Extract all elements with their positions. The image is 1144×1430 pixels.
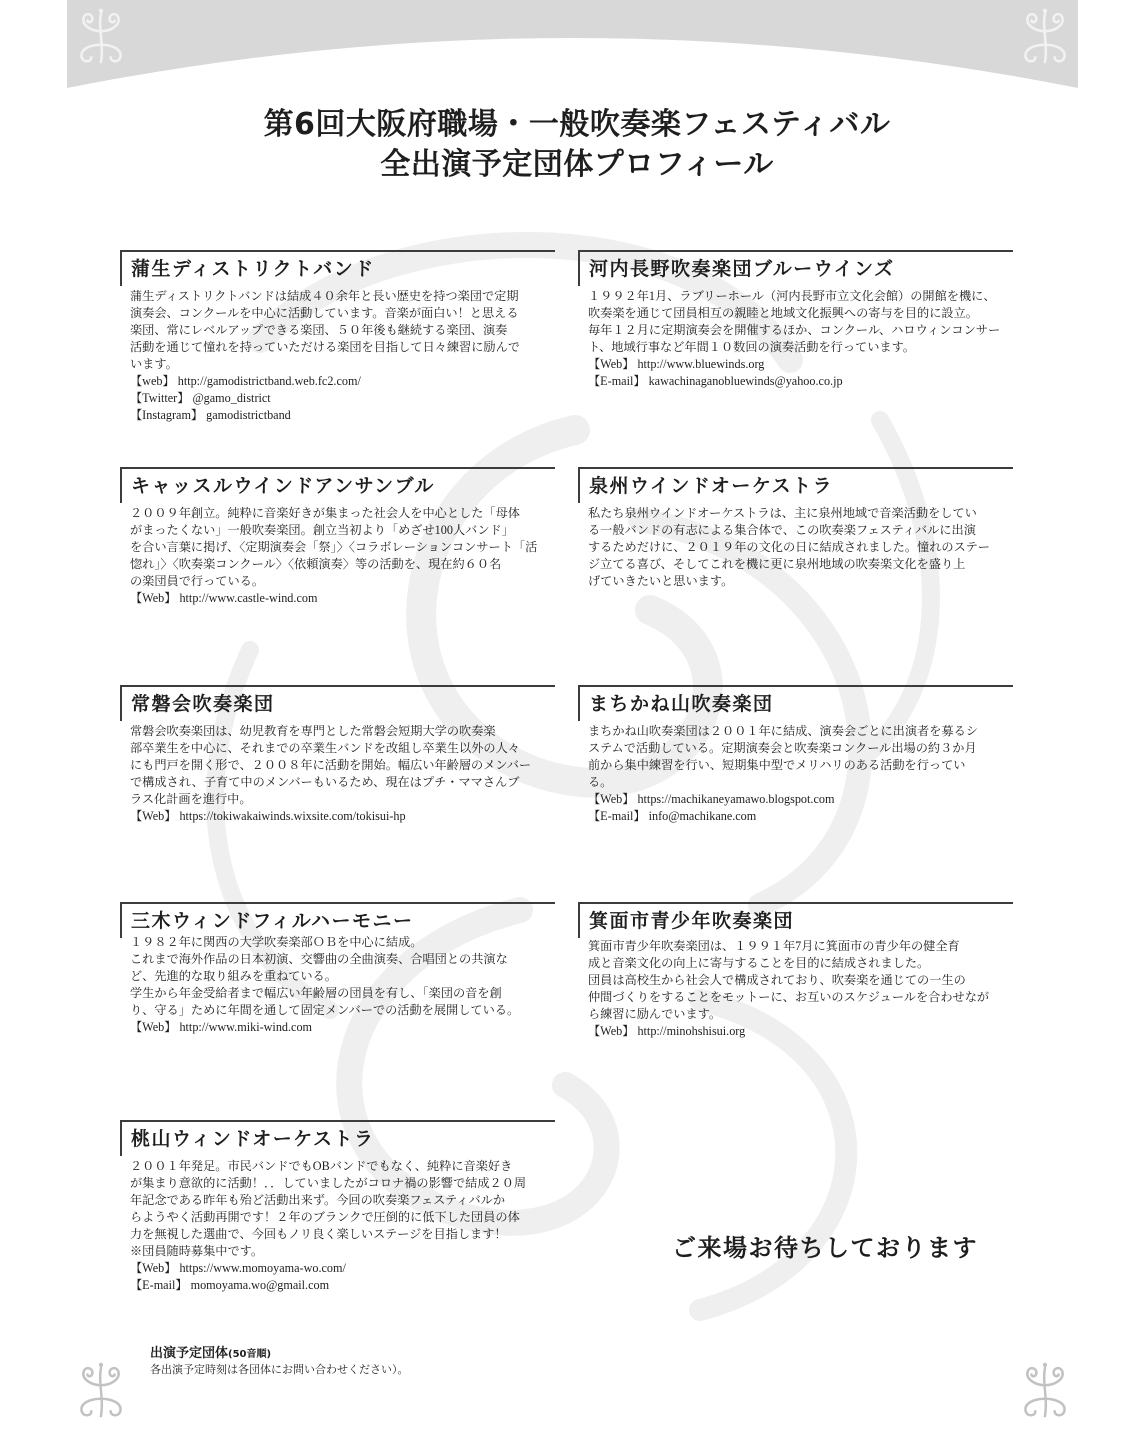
profile-text-line: 学生から年金受給者まで幅広い年齢層の団員を有し、「楽団の音を創 xyxy=(130,986,502,1000)
profile-text-line: ステムで活動している。定期演奏会と吹奏楽コンクール出場の約３か月 xyxy=(588,741,977,755)
profile-text-line: 吹奏楽を通じて団員相互の親睦と地域文化振興への寄与を目的に設立。 xyxy=(588,306,978,320)
profile-6 xyxy=(578,685,1013,825)
profile-text-line: ト、地域行事など年間１０数回の演奏活動を行っています。 xyxy=(588,340,915,354)
footer-note: 各出演予定時刻は各団体にお問い合わせください）。 xyxy=(150,1363,409,1376)
profile-contact-line: 【Web】 https://machikaneyamawo.blogspot.com xyxy=(588,792,835,806)
profile-3 xyxy=(120,467,555,607)
flourish-top-left-icon xyxy=(72,6,130,68)
profile-name: 常磐会吹奏楽団 xyxy=(120,685,555,721)
profile-text-line: 毎年１２月に定期演奏会を開催するほか、コンクール、ハロウィンコンサー xyxy=(588,323,1001,337)
profile-text-line: 成と音楽文化の向上に寄与することを目的に結成されました。 xyxy=(588,956,930,970)
profile-text-line: １９９２年1月、ラブリーホール（河内長野市立文化会館）の開館を機に、 xyxy=(588,289,996,303)
profile-contact-line: 【Web】 http://www.bluewinds.org xyxy=(588,357,765,371)
profile-text-line: 蒲生ディストリクトバンドは結成４０余年と長い歴史を持つ楽団で定期 xyxy=(130,289,519,303)
profile-text-line: 団員は高校生から社会人で構成されており、吹奏楽を通じての一生の xyxy=(588,973,966,987)
title-line-2: 全出演予定団体プロフィール xyxy=(380,147,774,182)
profile-text-line: の楽団員で行っている。 xyxy=(130,574,265,588)
profile-body xyxy=(120,288,555,424)
profile-text-line: 楽団、常にレベルアップできる楽団、５０年後も継続する楽団、演奏 xyxy=(130,323,508,337)
profile-2 xyxy=(578,250,1013,390)
profile-text-line: 年記念である昨年も殆ど活動出来ず。今回の吹奏楽フェスティバルか xyxy=(130,1193,506,1207)
profile-text-line: 私たち泉州ウインドオーケストラは、主に泉州地域で音楽活動をしてい xyxy=(588,506,977,520)
profile-5 xyxy=(120,685,555,825)
profile-text-line: ジ立てる喜び、そしてこれを機に更に泉州地域の吹奏楽文化を盛り上 xyxy=(588,557,966,571)
profile-4 xyxy=(578,467,1013,590)
profile-contact-line: 【E-mail】 momoyama.wo@gmail.com xyxy=(130,1278,330,1292)
profile-text-line: にも門戸を開く形で、２００８年に活動を開始。幅広い年齢層のメンバー xyxy=(130,758,532,772)
profile-text-line: 前から集中練習を行い、短期集中型でメリハリのある活動を行ってい xyxy=(588,758,966,772)
closing-message: ご来場お待ちしております xyxy=(672,1233,978,1262)
profile-name: 蒲生ディストリクトバンド xyxy=(120,250,555,286)
profile-9 xyxy=(120,1120,555,1294)
footer-heading-note: (50音順) xyxy=(228,1349,272,1360)
profile-text-line: 力を無視した選曲で、今回もノリ良く楽しいステージを目指します！ xyxy=(130,1227,507,1241)
profile-contact-line: 【E-mail】 info@machikane.com xyxy=(588,809,757,823)
profile-7 xyxy=(120,902,555,1036)
profile-text-line: げていきたいと思います。 xyxy=(588,574,734,588)
profile-text-line: が集まり意欲的に活動！．．していましたがコロナ禍の影響で結成２０周 xyxy=(130,1176,527,1190)
profile-body xyxy=(578,938,1013,1040)
profile-contact-line: 【Web】 http://minohshisui.org xyxy=(588,1024,746,1038)
flourish-bottom-left-icon xyxy=(72,1360,130,1422)
profile-text-line: 惚れ」〉〈吹奏楽コンクール〉〈依頼演奏〉等の活動を、現在約６０名 xyxy=(130,557,502,571)
profile-text-line: います。 xyxy=(130,357,178,371)
profile-contact-line: 【Twitter】 @gamo_district xyxy=(130,391,271,405)
profile-text-line: 箕面市青少年吹奏楽団は、１９９１年7月に箕面市の青少年の健全育 xyxy=(588,939,960,953)
flourish-bottom-right-icon xyxy=(1016,1360,1074,1422)
profile-text-line: る。 xyxy=(588,775,613,789)
profile-body xyxy=(578,723,1013,825)
profile-text-line: 活動を通じて憧れを持っていただける楽団を目指して日々練習に励んで xyxy=(130,340,520,354)
profile-name: 桃山ウィンドオーケストラ xyxy=(120,1120,555,1156)
profile-name: 河内長野吹奏楽団ブルーウインズ xyxy=(578,250,1013,286)
profile-text-line: る一般バンドの有志による集合体で、この吹奏楽フェスティバルに出演 xyxy=(588,523,976,537)
profile-text-line: 仲間づくりをすることをモットーに、お互いのスケジュールを合わせなが xyxy=(588,990,990,1004)
title-line-1: 第6回大阪府職場・一般吹奏楽フェスティバル xyxy=(263,107,891,142)
profile-body xyxy=(578,288,1013,390)
profile-contact-line: 【Web】 https://www.momoyama-wo.com/ xyxy=(130,1261,346,1275)
profile-text-line: で構成され、子育て中のメンバーもいるため、現在はプチ・ママさんブ xyxy=(130,775,520,789)
profile-name: キャッスルウインドアンサンブル xyxy=(120,467,555,503)
flourish-top-right-icon xyxy=(1016,6,1074,68)
profile-text-line: ２００１年発足。市民バンドでもOBバンドでもなく、純粋に音楽好き xyxy=(130,1159,513,1173)
profile-name: 箕面市青少年吹奏楽団 xyxy=(578,902,1013,938)
profile-contact-line: 【E-mail】 kawachinaganobluewinds@yahoo.co.jp xyxy=(588,374,843,388)
profile-text-line: まちかね山吹奏楽団は２００１年に結成、演奏会ごとに出演者を募るシ xyxy=(588,724,978,738)
profile-text-line: ラス化計画を進行中。 xyxy=(130,792,252,806)
profile-text-line: らようやく活動再開です！２年のブランクで圧倒的に低下した団員の体 xyxy=(130,1210,520,1224)
profile-body xyxy=(120,934,555,1036)
profile-text-line: ら練習に励んでいます。 xyxy=(588,1007,722,1021)
profile-contact-line: 【Web】 http://www.miki-wind.com xyxy=(130,1020,313,1034)
profile-name: まちかね山吹奏楽団 xyxy=(578,685,1013,721)
profile-contact-line: 【Web】 http://www.castle-wind.com xyxy=(130,591,318,605)
profile-contact-line: 【Web】 https://tokiwakaiwinds.wixsite.com/tokisui-hp xyxy=(130,809,406,823)
profile-name: 三木ウィンドフィルハーモニー xyxy=(120,902,555,938)
footer-heading-text: 出演予定団体 xyxy=(150,1346,229,1361)
profile-text-line: ど、先進的な取り組みを重ねている。 xyxy=(130,969,337,983)
profile-text-line: するためだけに、２０１９年の文化の日に結成されました。憧れのステー xyxy=(588,540,990,554)
profile-8 xyxy=(578,902,1013,1040)
profile-text-line: を合い言葉に掲げ、〈定期演奏会「祭」〉〈コラボレーションコンサート「活 xyxy=(130,540,538,554)
page-title xyxy=(0,105,1144,185)
profile-body xyxy=(120,1158,555,1294)
profile-text-line: １９８２年に関西の大学吹奏楽部ＯＢを中心に結成。 xyxy=(130,935,423,949)
profile-text-line: 部卒業生を中心に、それまでの卒業生バンドを改組し卒業生以外の人々 xyxy=(130,741,520,755)
profile-text-line: ２００９年創立。純粋に音楽好きが集まった社会人を中心とした「母体 xyxy=(130,506,520,520)
profile-text-line: がまったくない」一般吹奏楽団。創立当初より「めざせ100人バンド」 xyxy=(130,523,514,537)
profile-text-line: 演奏会、コンクールを中心に活動しています。音楽が面白い！と思える xyxy=(130,306,519,320)
profile-text-line: 常磐会吹奏楽団は、幼児教育を専門とした常磐会短期大学の吹奏楽 xyxy=(130,724,496,738)
profile-body xyxy=(120,723,555,825)
header-banner xyxy=(0,0,1144,100)
profile-text-line: ※団員随時募集中です。 xyxy=(130,1244,264,1258)
header-banner-shape xyxy=(67,0,1078,88)
profile-name: 泉州ウインドオーケストラ xyxy=(578,467,1013,503)
profile-body xyxy=(578,505,1013,590)
profile-1 xyxy=(120,250,555,424)
profile-contact-line: 【web】 http://gamodistrictband.web.fc2.com/ xyxy=(130,374,361,388)
profile-text-line: り、守る」ために年間を通して固定メンバーでの活動を展開している。 xyxy=(130,1003,520,1017)
profile-body xyxy=(120,505,555,607)
profile-text-line: これまで海外作品の日本初演、交響曲の全曲演奏、合唱団との共演な xyxy=(130,952,508,966)
profile-contact-line: 【Instagram】 gamodistrictband xyxy=(130,408,291,422)
